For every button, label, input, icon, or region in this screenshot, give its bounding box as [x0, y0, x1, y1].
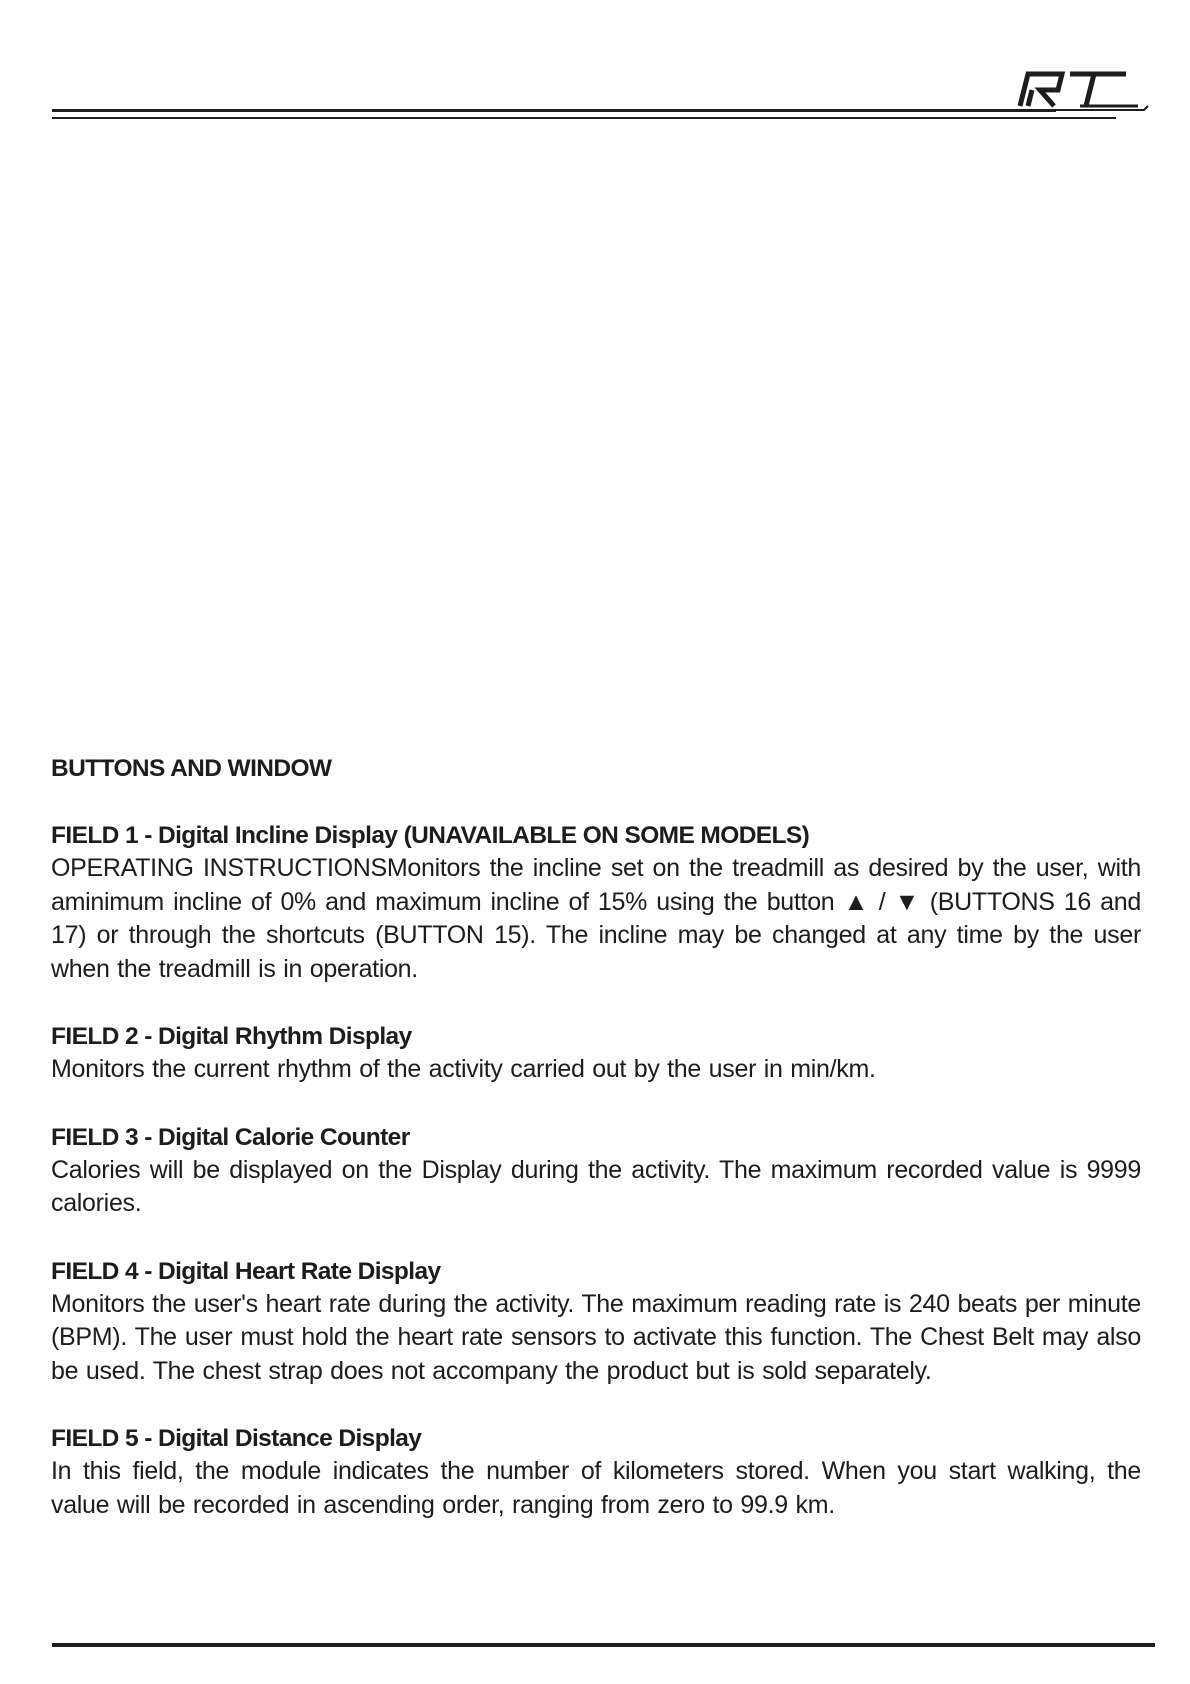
section-heading: FIELD 1 - Digital Incline Display (UNAVAILABLE ON SOME MODELS) [51, 822, 810, 849]
section-paragraph: Monitors the user's heart rate during the activity. The maximum reading rate is 240 beats per minute (BPM). The user must hold the heart rate sensors to activate this function. The Chest Belt may also be used. The chest strap does not accompany the product but is sold separately. [51, 1289, 1141, 1385]
section-field-4 [51, 1255, 1141, 1389]
document-body [51, 752, 1141, 1556]
page-title: BUTTONS AND WINDOW [51, 755, 332, 782]
section-heading: FIELD 2 - Digital Rhythm Display [51, 1023, 412, 1050]
footer-rule [52, 1643, 1155, 1647]
section-paragraph: Monitors the current rhythm of the activity carried out by the user in min/km. [51, 1055, 876, 1083]
section-field-3 [51, 1121, 1141, 1221]
section-field-5 [51, 1422, 1141, 1522]
header-rule [52, 109, 1056, 112]
section-paragraph: OPERATING INSTRUCTIONSMonitors the incline set on the treadmill as desired by the user, with aminimum incline of 0% and maximum incline of 15% using the button ▲ / ▼ (BUTTONS 16 and 17) or through the shortcuts (BUTTON 15). The incline may be changed at any time by the user when the treadmill is in operation. [51, 854, 1141, 983]
brand-logo [1010, 66, 1150, 112]
section-field-2 [51, 1020, 1141, 1087]
section-paragraph: In this field, the module indicates the number of kilometers stored. When you start walking, the value will be recorded in ascending order, ranging from zero to 99.9 km. [51, 1457, 1141, 1519]
header-rule-secondary [52, 117, 1116, 119]
section-paragraph: Calories will be displayed on the Display during the activity. The maximum recorded value is 9999 calories. [51, 1155, 1141, 1217]
section-field-1 [51, 819, 1141, 986]
section-heading: FIELD 5 - Digital Distance Display [51, 1425, 422, 1452]
section-heading: FIELD 4 - Digital Heart Rate Display [51, 1257, 441, 1285]
section-heading: FIELD 3 - Digital Calorie Counter [51, 1123, 410, 1151]
